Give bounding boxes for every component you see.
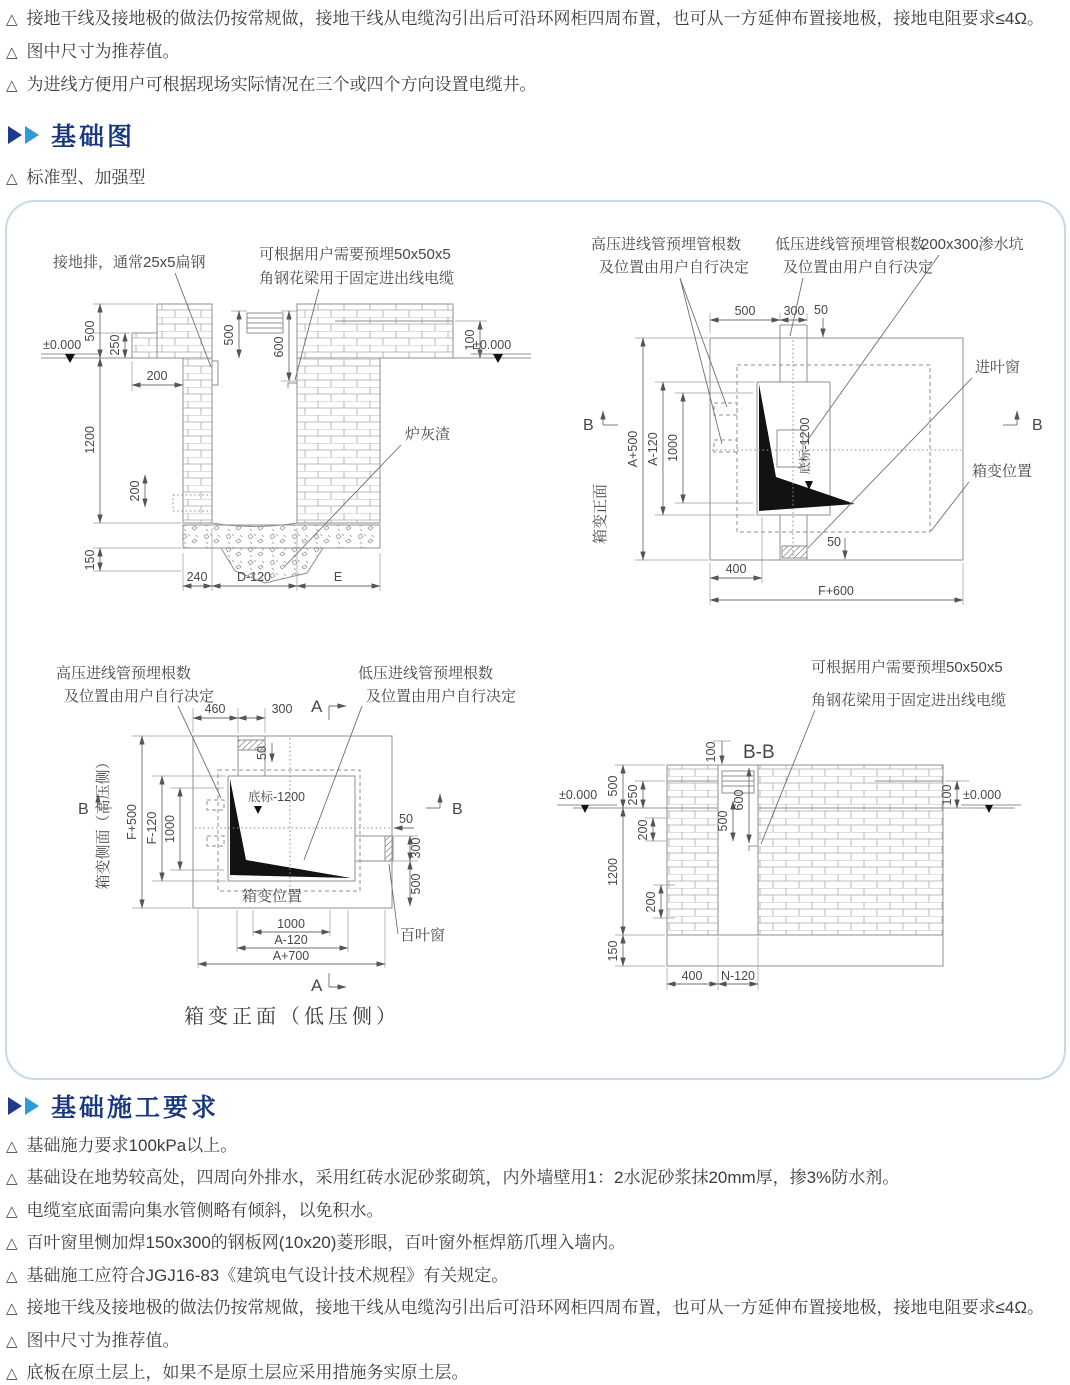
dim-label: 400 <box>725 562 747 576</box>
dim-label: 150 <box>606 940 620 962</box>
dim-label: A-120 <box>646 432 660 466</box>
dim-label: 240 <box>186 570 208 584</box>
section-mark-b: B <box>78 801 89 818</box>
section-mark-a: A <box>311 697 323 716</box>
note-text: 图中尺寸为推荐值。 <box>26 42 180 61</box>
triangle-bullet-icon: △ <box>6 1235 18 1252</box>
triangle-bullet-icon: △ <box>6 1138 18 1155</box>
note-line <box>6 4 1044 29</box>
dim-label: F+600 <box>818 584 854 598</box>
dim-label: 300 <box>409 837 423 859</box>
section-mark-b: B <box>452 801 463 818</box>
triangle-bullet-icon: △ <box>6 11 18 28</box>
dim-label: 500 <box>606 775 620 797</box>
triangle-bullet-icon: △ <box>6 1365 18 1382</box>
callout-lv-pipes: 低压进线管预埋根数 <box>358 665 494 682</box>
section-arrow-icon <box>25 1097 39 1115</box>
callout-box-position: 箱变位置 <box>972 463 1033 480</box>
section-arrow-icon <box>25 126 39 144</box>
section-mark-b: B <box>583 417 594 434</box>
structure-lines <box>710 325 963 560</box>
note-line <box>6 1358 469 1383</box>
note-text: 电缆室底面需向集水管侧略有倾斜，以免积水。 <box>26 1201 384 1220</box>
note-text: 接地干线及接地极的做法仍按常规做，接地干线从电缆沟引出后可沿环网柜四周布置，也可从一方延伸布置接地极，接地电阻要求≤4Ω。 <box>26 1298 1045 1317</box>
note-text: 基础施力要求100kPa以上。 <box>26 1136 238 1155</box>
dim-label: 100 <box>463 329 477 351</box>
callout-hv-pipes: 高压进线管预埋根数 <box>56 665 192 682</box>
dim-label: 150 <box>83 549 97 571</box>
callout-seepage-pit: 200x300渗水坑 <box>921 236 1024 253</box>
level-label: ±0.000 <box>43 338 82 352</box>
dim-label: 460 <box>204 702 226 716</box>
callout-louver: 进叶窗 <box>975 359 1021 376</box>
section-header-construction <box>8 1088 219 1124</box>
triangle-bullet-icon: △ <box>6 1333 18 1350</box>
dim-label: 500 <box>83 320 97 342</box>
dim-label: 200 <box>636 819 650 841</box>
dim-label: 600 <box>272 336 286 358</box>
section-header-foundation <box>8 117 135 153</box>
section-arrow-icon <box>8 1097 22 1115</box>
diagram-section-bb <box>545 650 1065 997</box>
dim-label: 500 <box>734 304 756 318</box>
dim-label: A+700 <box>272 949 310 963</box>
triangle-bullet-icon: △ <box>6 170 18 187</box>
dim-label: 250 <box>626 784 640 806</box>
structure-lines <box>193 736 393 908</box>
callout-hv-pipes: 及位置由用户自行决定 <box>599 259 750 276</box>
base-level-label: 底标-1200 <box>248 790 305 804</box>
callout-angle-steel: 可根据用户需要预埋50x50x5 <box>811 659 1003 676</box>
dim-label: N-120 <box>720 969 756 983</box>
callout-hv-pipes: 高压进线管预埋管根数 <box>591 236 742 253</box>
callout-angle-steel: 角钢花梁用于固定进出线电缆 <box>811 692 1007 709</box>
triangle-bullet-icon: △ <box>6 44 18 61</box>
note-text: 为进线方便用户可根据现场实际情况在三个或四个方向设置电缆井。 <box>26 75 537 94</box>
side-label: 箱变正面 <box>592 483 609 545</box>
triangle-bullet-icon: △ <box>6 1203 18 1220</box>
dim-label: 1000 <box>666 434 680 462</box>
callouts <box>53 245 454 566</box>
section-title: 基础图 <box>51 123 136 151</box>
dim-label: 200 <box>644 891 658 913</box>
note-text: 接地干线及接地极的做法仍按常规做，接地干线从电缆沟引出后可沿环网柜四周布置，也可从一方延伸布置接地极，接地电阻要求≤4Ω。 <box>26 9 1045 28</box>
dim-label: E <box>333 570 343 584</box>
dim-label: 500 <box>222 324 236 346</box>
section-mark-a: A <box>311 976 323 995</box>
dim-label: 1200 <box>83 426 97 454</box>
dim-label: 500 <box>409 873 423 895</box>
triangle-bullet-icon: △ <box>6 1268 18 1285</box>
note-line <box>6 1163 899 1188</box>
dim-label: 1000 <box>277 917 305 931</box>
dim-label: 1000 <box>163 815 177 843</box>
note-line <box>6 1228 625 1253</box>
callout-lv-pipes: 及位置由用户自行决定 <box>783 259 934 276</box>
subtitle-line <box>6 163 146 188</box>
dim-label: 200 <box>128 480 142 502</box>
level-label: ±0.000 <box>559 788 598 802</box>
dim-label: 300 <box>271 702 293 716</box>
callout-angle-steel: 角钢花梁用于固定进出线电缆 <box>259 270 455 287</box>
note-line <box>6 1131 237 1156</box>
dim-label: 400 <box>681 969 703 983</box>
level-label: ±0.000 <box>963 788 1002 802</box>
section-title-bb: B-B <box>743 742 775 763</box>
note-text: 百叶窗里恻加焊150x300的钢板网(10x20)菱形眼，百叶窗外框焊筋爪埋入墙内。 <box>26 1233 626 1252</box>
dim-label: 50 <box>814 303 828 317</box>
dim-label: 300 <box>783 304 805 318</box>
section-arrow-icon <box>8 126 22 144</box>
dim-label: 50 <box>399 812 413 826</box>
note-line <box>6 1293 1044 1318</box>
dim-label: 50 <box>827 535 841 549</box>
diagram-foundation-cross-section <box>25 233 545 627</box>
callout-hv-pipes: 及位置由用户自行决定 <box>64 688 215 705</box>
note-line <box>6 1196 384 1221</box>
callout-ground-bar: 接地排，通常25x5扁钢 <box>53 254 206 271</box>
base-level-label: 底标-1200 <box>798 417 812 475</box>
note-text: 底板在原土层上，如果不是原土层应采用措施务实原土层。 <box>26 1363 469 1382</box>
triangle-bullet-icon: △ <box>6 1170 18 1187</box>
dim-label: 1200 <box>606 858 620 886</box>
callout-ash: 炉灰渣 <box>405 426 451 443</box>
note-text: 图中尺寸为推荐值。 <box>26 1331 180 1350</box>
level-label: ±0.000 <box>473 338 512 352</box>
note-line <box>6 70 537 95</box>
dim-label: 100 <box>940 784 954 806</box>
note-line <box>6 1261 508 1286</box>
dim-label: 200 <box>146 369 168 383</box>
triangle-bullet-icon: △ <box>6 1300 18 1317</box>
box-position-label: 箱变位置 <box>242 888 303 905</box>
triangle-bullet-icon: △ <box>6 77 18 94</box>
diagram-caption: 箱变正面（低压侧） <box>184 1006 400 1028</box>
callout-lv-pipes: 及位置由用户自行决定 <box>366 688 517 705</box>
callout-louver: 百叶窗 <box>400 927 446 944</box>
dim-label: D-120 <box>236 570 272 584</box>
diagram-plan-lv-side <box>20 648 540 1050</box>
dim-label: 250 <box>108 334 122 356</box>
diagram-plan-front <box>555 233 1067 635</box>
callout-lv-pipes: 低压进线管预埋管根数 <box>775 236 926 253</box>
note-line <box>6 37 180 62</box>
dim-label: 500 <box>716 810 730 832</box>
section-mark-b: B <box>1032 417 1043 434</box>
section-title: 基础施工要求 <box>51 1094 220 1122</box>
note-line <box>6 1326 180 1351</box>
dim-label: F+500 <box>125 804 139 840</box>
callout-angle-steel: 可根据用户需要预埋50x50x5 <box>259 246 451 263</box>
dim-label: 50 <box>255 746 269 760</box>
subtitle-text: 标准型、加强型 <box>26 168 146 187</box>
side-label: 箱变侧面（高压侧） <box>95 754 112 890</box>
dim-label: A-120 <box>274 933 308 947</box>
note-text: 基础施工应符合JGJ16-83《建筑电气设计技术规程》有关规定。 <box>26 1266 509 1285</box>
dim-label: A+500 <box>626 430 640 468</box>
dim-label: 600 <box>732 789 746 811</box>
note-text: 基础设在地势较高处，四周向外排水，采用红砖水泥砂浆砌筑，内外墙壁用1：2水泥砂浆抹20mm厚，掺3%防水剂。 <box>26 1168 900 1187</box>
dim-label: 100 <box>704 741 718 763</box>
dim-label: F-120 <box>145 811 159 845</box>
